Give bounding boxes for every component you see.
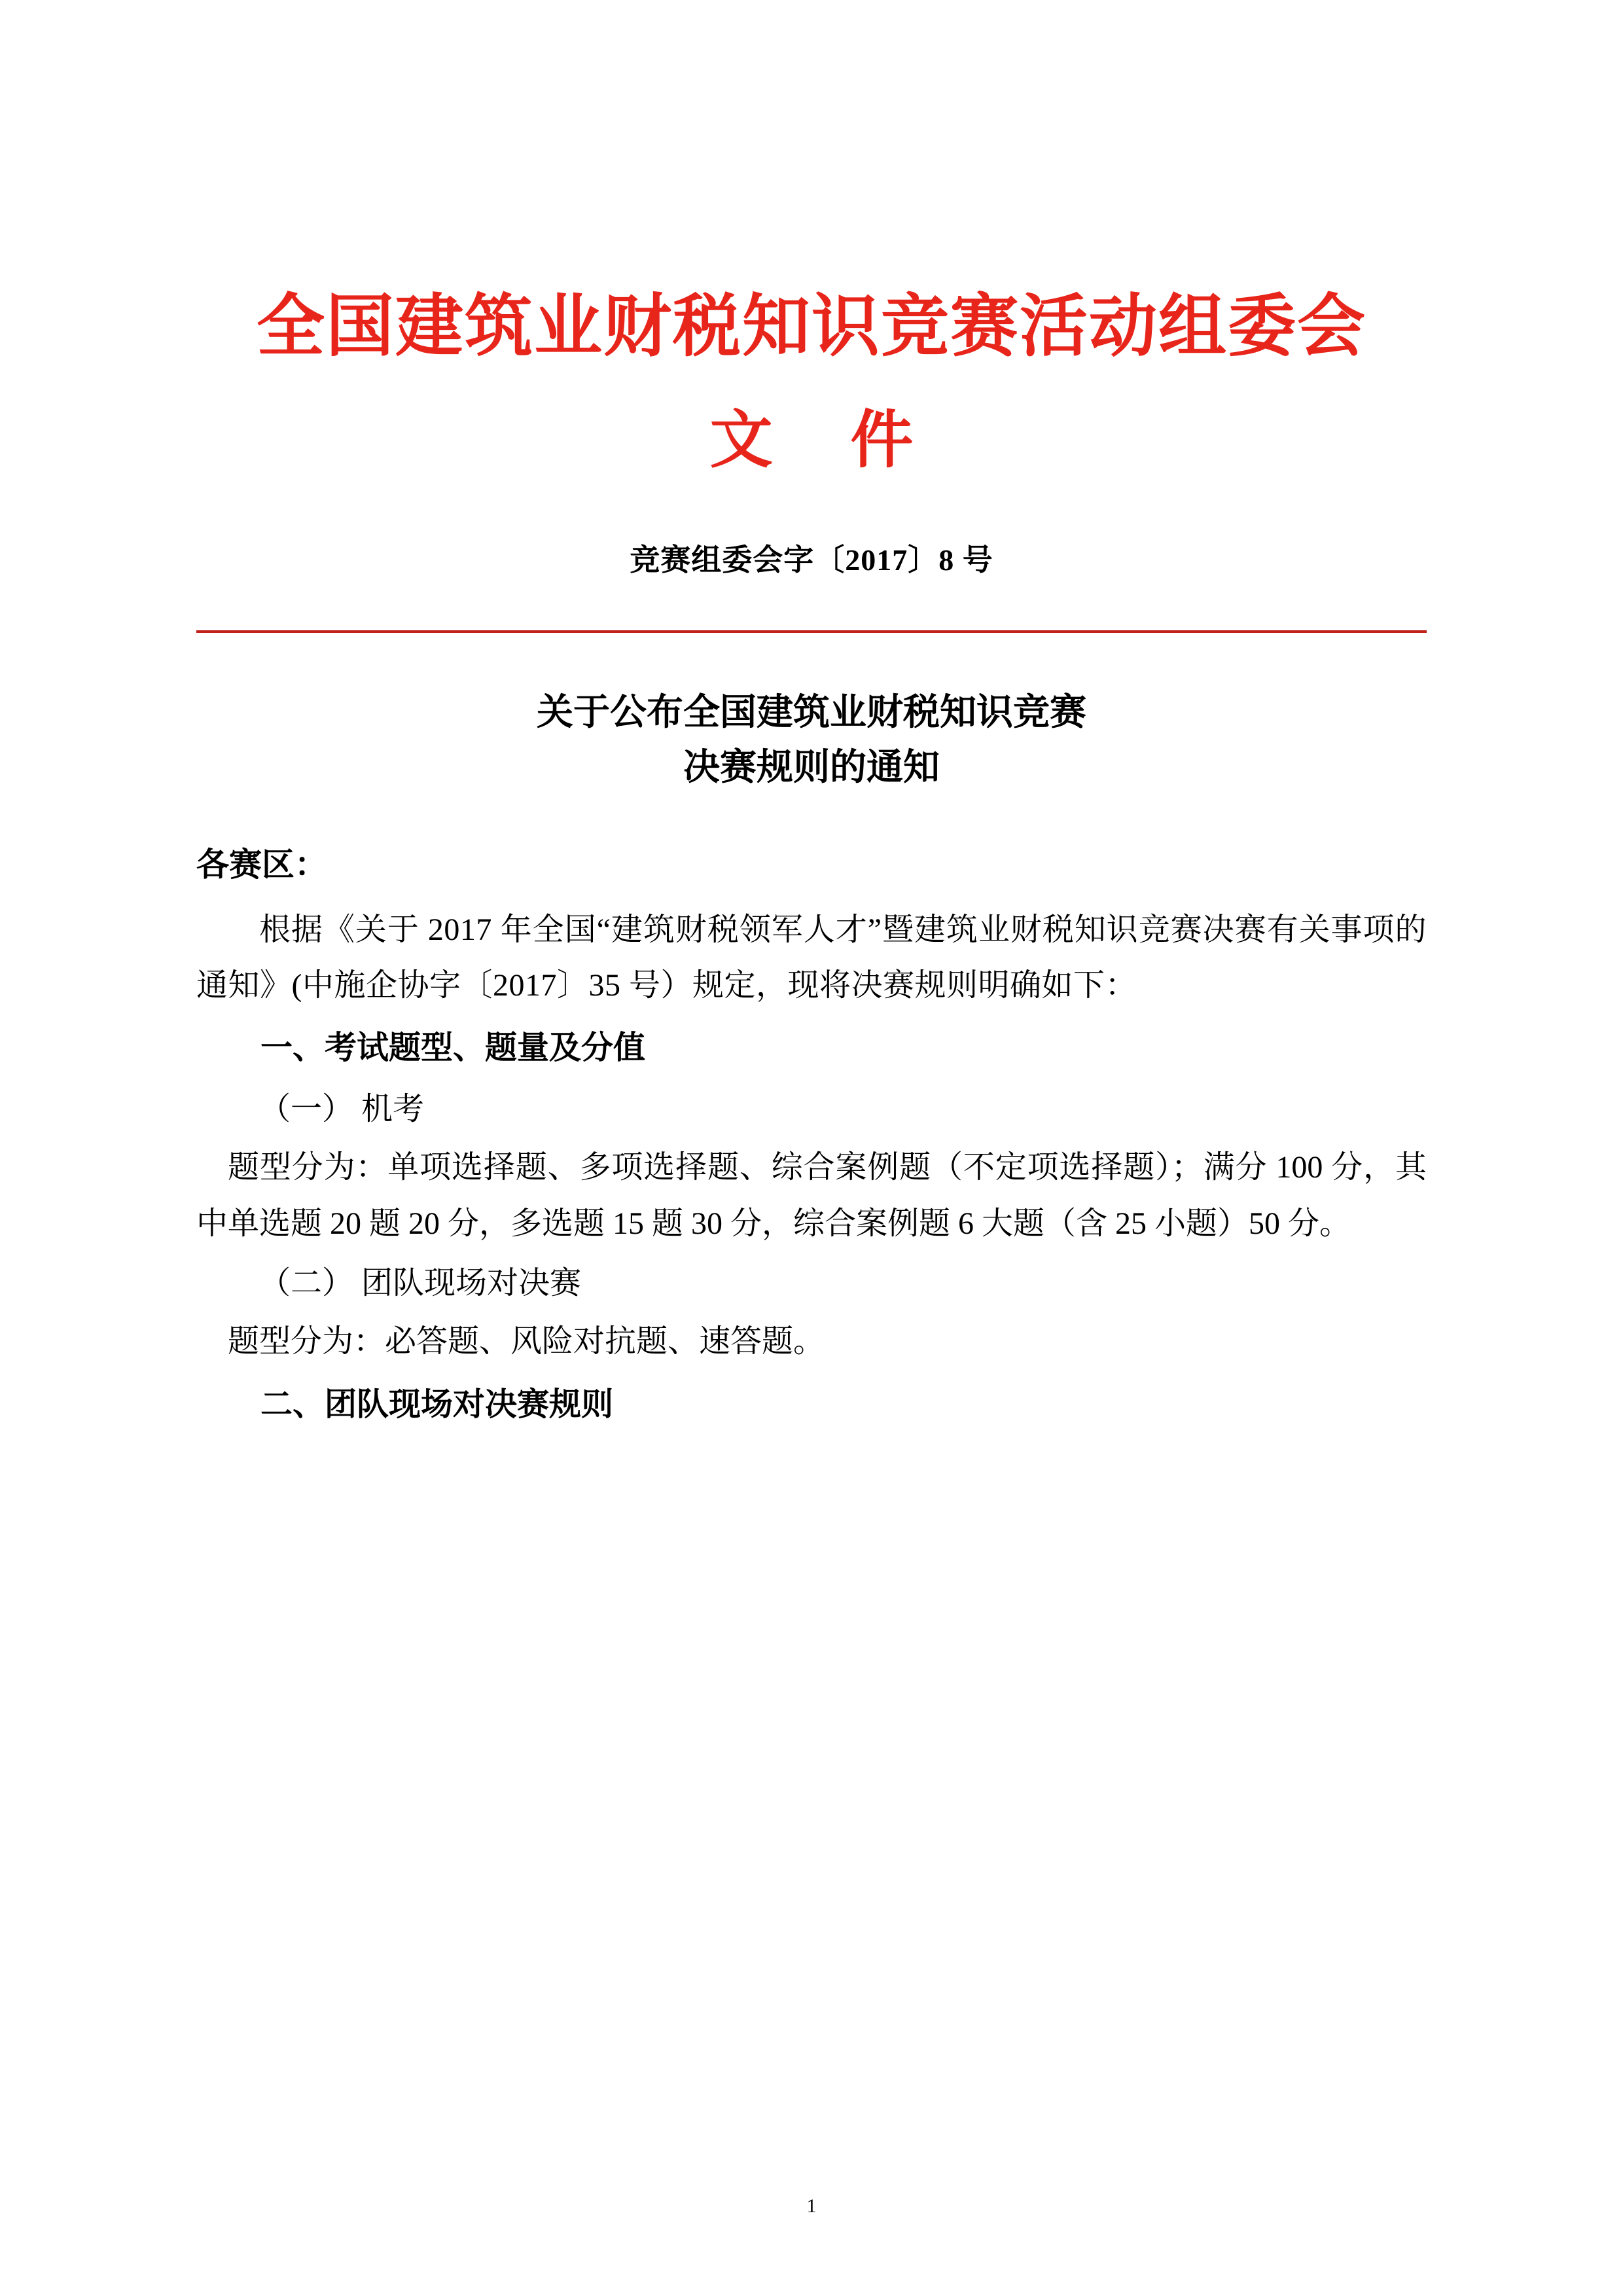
body-paragraph-3: 题型分为：必答题、风险对抗题、速答题。: [228, 1324, 825, 1359]
body-paragraph-2: 题型分为：单项选择题、多项选择题、综合案例题（不定项选择题）；满分 100 分，其中单选题 20 题 20 分，多选题 15 题 30 分，综合案例题 6 大题（含 25 小题）50 分。: [196, 1150, 1427, 1241]
page-number: 1: [806, 2195, 817, 2217]
page-title: [196, 685, 1427, 795]
subsection-heading-1: （一） 机考: [259, 1091, 425, 1126]
body-paragraph-1: 根据《关于 2017 年全国“建筑财税领军人才”暨建筑业财税知识竞赛决赛有关事项的通知》(中施企协字〔2017〕35 号）规定，现将决赛规则明确如下：: [196, 912, 1427, 1003]
section-heading-1: 一、考试题型、题量及分值: [260, 1030, 646, 1066]
page-title-line-2: 决赛规则的通知: [683, 747, 940, 788]
document-body: [196, 836, 1427, 1434]
document-word: 文 件: [709, 404, 944, 475]
masthead: [196, 0, 1427, 480]
section-heading-2: 二、团队现场对决赛规则: [260, 1386, 614, 1422]
subsection-heading-2: （二） 团队现场对决赛: [259, 1266, 582, 1300]
page-title-line-1: 关于公布全国建筑业财税知识竞赛: [537, 692, 1086, 733]
red-divider-rule: [196, 630, 1427, 633]
issuing-organization: 全国建筑业财税知识竞赛活动组委会: [256, 289, 1366, 365]
salutation: 各赛区：: [196, 846, 327, 883]
document-number: 竞赛组委会字〔2017〕8 号: [630, 543, 993, 577]
